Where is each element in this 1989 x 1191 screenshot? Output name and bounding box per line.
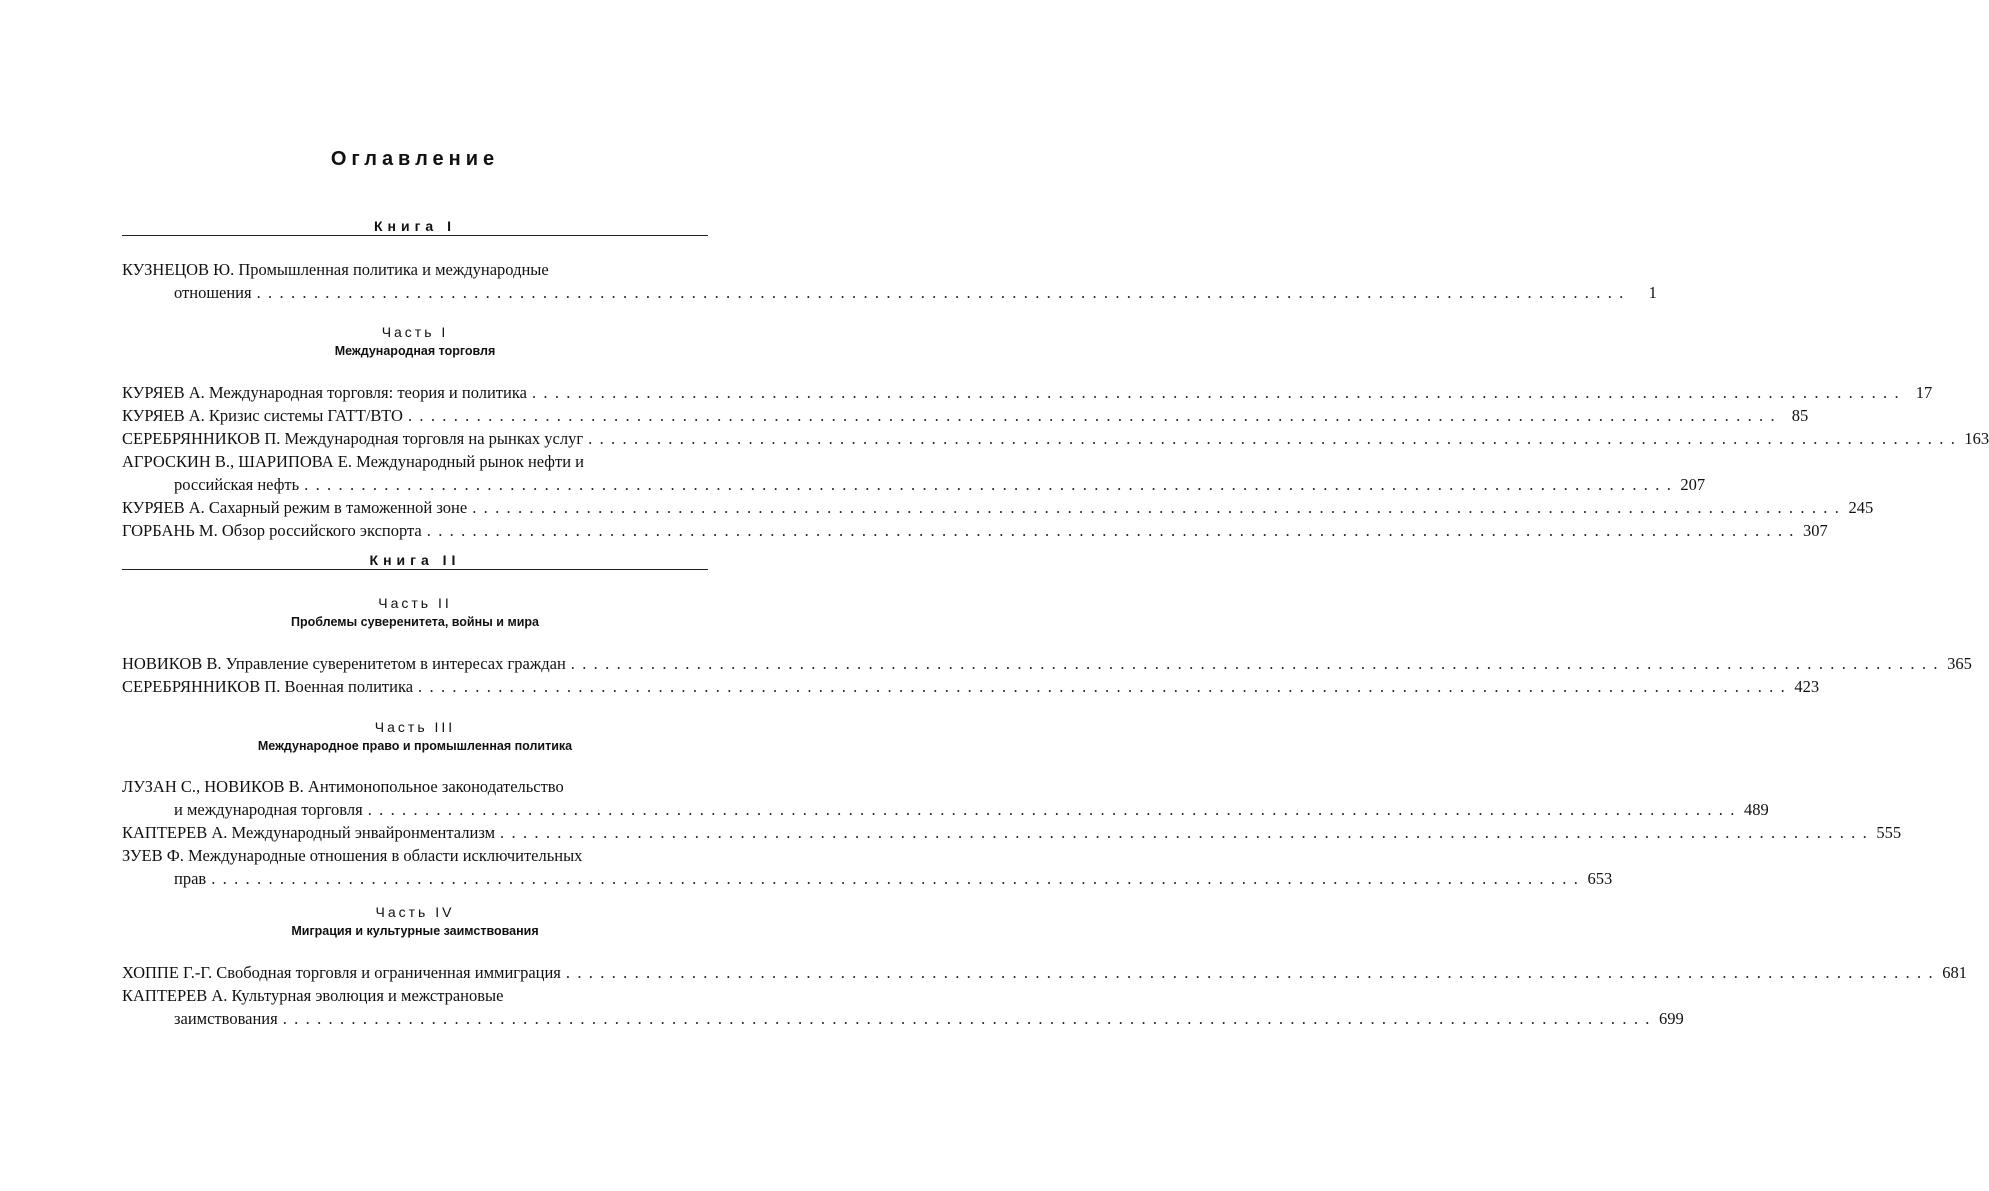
entry-text: КАПТЕРЕВ А. Культурная эволюция и межстрановые: [122, 986, 504, 1005]
book-label: Книга II: [122, 552, 708, 570]
dot-leader: . . . . . . . . . . . . . . . . . . . . . . . . . . . . . . . . . . . . . . . . . . . . . . . . . . . . . . . . . . . . . . . . . . . . . . . . . . . . . . . . . . . . . . . . . . . . . . . . . . . . . . . . . . . . . . . . . . . . . . . .: [565, 963, 1935, 982]
toc-entry[interactable]: [122, 821, 1902, 844]
dot-leader: . . . . . . . . . . . . . . . . . . . . . . . . . . . . . . . . . . . . . . . . . . . . . . . . . . . . . . . . . . . . . . . . . . . . . . . . . . . . . . . . . . . . . . . . . . . . . . . . . . . . . . . . . . . . . . . . . . . . . . . .: [588, 429, 1957, 448]
dot-leader: . . . . . . . . . . . . . . . . . . . . . . . . . . . . . . . . . . . . . . . . . . . . . . . . . . . . . . . . . . . . . . . . . . . . . . . . . . . . . . . . . . . . . . . . . . . . . . . . . . . . . . . . . . . . . . . . . . . . . . . .: [256, 283, 1625, 302]
dot-leader: . . . . . . . . . . . . . . . . . . . . . . . . . . . . . . . . . . . . . . . . . . . . . . . . . . . . . . . . . . . . . . . . . . . . . . . . . . . . . . . . . . . . . . . . . . . . . . . . . . . . . . . . . . . . . . . . . . . . . . . .: [426, 521, 1796, 540]
entry-text-continued: отношения: [174, 283, 252, 302]
part-4-entries: [122, 961, 1967, 1030]
part-2-header: [122, 594, 708, 631]
part-2-entries: [122, 652, 1972, 698]
part-1-header: [122, 323, 708, 360]
toc-entry[interactable]: [122, 258, 1657, 304]
dot-leader: . . . . . . . . . . . . . . . . . . . . . . . . . . . . . . . . . . . . . . . . . . . . . . . . . . . . . . . . . . . . . . . . . . . . . . . . . . . . . . . . . . . . . . . . . . . . . . . . . . . . . . . . . . . . . . . . . . . . . . . .: [367, 800, 1736, 819]
part-1-entries: [122, 381, 1989, 542]
toc-entry[interactable]: [122, 652, 1972, 675]
part-3-entries: [122, 775, 1902, 890]
entry-text-continued: российская нефть: [174, 475, 300, 494]
dot-leader: . . . . . . . . . . . . . . . . . . . . . . . . . . . . . . . . . . . . . . . . . . . . . . . . . . . . . . . . . . . . . . . . . . . . . . . . . . . . . . . . . . . . . . . . . . . . . . . . . . . . . . . . . . . . . . . . . . . . . . . .: [304, 475, 1673, 494]
part-label: Часть II: [378, 595, 452, 611]
part-4-header: [122, 903, 708, 940]
entry-text: НОВИКОВ В. Управление суверенитетом в интересах граждан: [122, 654, 566, 673]
page-number: 365: [1947, 654, 1972, 673]
entry-text-continued: прав: [174, 869, 207, 888]
part-label: Часть III: [374, 719, 456, 735]
toc-entry[interactable]: [122, 844, 1613, 890]
page-number: 653: [1587, 869, 1613, 888]
toc-entry[interactable]: [122, 404, 1809, 427]
book-1-intro-entries: [122, 258, 1657, 304]
entry-text: ГОРБАНЬ М. Обзор российского экспорта: [122, 521, 422, 540]
toc-entry[interactable]: [122, 450, 1706, 496]
toc-entry[interactable]: [122, 961, 1967, 984]
page-number: 17: [1915, 383, 1933, 402]
dot-leader: . . . . . . . . . . . . . . . . . . . . . . . . . . . . . . . . . . . . . . . . . . . . . . . . . . . . . . . . . . . . . . . . . . . . . . . . . . . . . . . . . . . . . . . . . . . . . . . . . . . . . . . . . . . . . . . . . . . . . . . .: [500, 823, 1869, 842]
toc-entry[interactable]: [122, 984, 1684, 1030]
entry-text: АГРОСКИН В., ШАРИПОВА Е. Международный рынок нефти и: [122, 452, 584, 471]
part-3-header: [122, 718, 708, 755]
book-label: Книга I: [122, 218, 708, 236]
dot-leader: . . . . . . . . . . . . . . . . . . . . . . . . . . . . . . . . . . . . . . . . . . . . . . . . . . . . . . . . . . . . . . . . . . . . . . . . . . . . . . . . . . . . . . . . . . . . . . . . . . . . . . . . . . . . . . . . . . . . . . . .: [570, 654, 1940, 673]
entry-text: КУРЯЕВ А. Кризис системы ГАТТ/ВТО: [122, 406, 403, 425]
part-title: Международная торговля: [334, 344, 496, 358]
dot-leader: . . . . . . . . . . . . . . . . . . . . . . . . . . . . . . . . . . . . . . . . . . . . . . . . . . . . . . . . . . . . . . . . . . . . . . . . . . . . . . . . . . . . . . . . . . . . . . . . . . . . . . . . . . . . . . . . . . . . . . . .: [282, 1009, 1652, 1028]
page-number: 163: [1964, 429, 1989, 448]
page-number: 489: [1743, 800, 1769, 819]
toc-entry[interactable]: [122, 519, 1828, 542]
entry-text-continued: заимствования: [174, 1009, 278, 1028]
dot-leader: . . . . . . . . . . . . . . . . . . . . . . . . . . . . . . . . . . . . . . . . . . . . . . . . . . . . . . . . . . . . . . . . . . . . . . . . . . . . . . . . . . . . . . . . . . . . . . . . . . . . . . . . . . . . . . . . . . . . . . . .: [407, 406, 1777, 425]
page-number: 1: [1648, 283, 1657, 302]
entry-text: ХОППЕ Г.-Г. Свободная торговля и ограниченная иммиграция: [122, 963, 561, 982]
part-title: Миграция и культурные заимствования: [291, 924, 539, 938]
toc-entry[interactable]: [122, 775, 1769, 821]
page-number: 207: [1680, 475, 1706, 494]
dot-leader: . . . . . . . . . . . . . . . . . . . . . . . . . . . . . . . . . . . . . . . . . . . . . . . . . . . . . . . . . . . . . . . . . . . . . . . . . . . . . . . . . . . . . . . . . . . . . . . . . . . . . . . . . . . . . . . . . . . . . . . .: [531, 383, 1901, 402]
toc-entry[interactable]: [122, 381, 1933, 404]
page-number: 307: [1803, 521, 1828, 540]
entry-text: КУРЯЕВ А. Сахарный режим в таможенной зоне: [122, 498, 468, 517]
dot-leader: . . . . . . . . . . . . . . . . . . . . . . . . . . . . . . . . . . . . . . . . . . . . . . . . . . . . . . . . . . . . . . . . . . . . . . . . . . . . . . . . . . . . . . . . . . . . . . . . . . . . . . . . . . . . . . . . . . . . . . . .: [472, 498, 1841, 517]
part-title: Проблемы суверенитета, войны и мира: [291, 615, 539, 629]
dot-leader: . . . . . . . . . . . . . . . . . . . . . . . . . . . . . . . . . . . . . . . . . . . . . . . . . . . . . . . . . . . . . . . . . . . . . . . . . . . . . . . . . . . . . . . . . . . . . . . . . . . . . . . . . . . . . . . . . . . . . . . .: [418, 677, 1787, 696]
page-number: 245: [1848, 498, 1874, 517]
page-number: 423: [1794, 677, 1820, 696]
page-number: 555: [1876, 823, 1902, 842]
part-label: Часть I: [381, 324, 449, 340]
entry-text: ЗУЕВ Ф. Международные отношения в области исключительных: [122, 846, 583, 865]
book-2-header: [122, 552, 708, 570]
entry-text: СЕРЕБРЯННИКОВ П. Военная политика: [122, 677, 414, 696]
page-title: Оглавление: [330, 148, 500, 170]
entry-text: СЕРЕБРЯННИКОВ П. Международная торговля на рынках услуг: [122, 429, 584, 448]
toc-entry[interactable]: [122, 496, 1874, 519]
entry-text: КУЗНЕЦОВ Ю. Промышленная политика и международные: [122, 260, 549, 279]
toc-entry[interactable]: [122, 427, 1989, 450]
part-title: Международное право и промышленная политика: [257, 739, 573, 753]
part-label: Часть IV: [375, 904, 455, 920]
page-number: 699: [1659, 1009, 1684, 1028]
entry-text: КАПТЕРЕВ А. Международный энвайронментализм: [122, 823, 496, 842]
book-1-header: [122, 218, 708, 236]
entry-text: КУРЯЕВ А. Международная торговля: теория и политика: [122, 383, 527, 402]
entry-text: ЛУЗАН С., НОВИКОВ В. Антимонопольное законодательство: [122, 777, 564, 796]
toc-entry[interactable]: [122, 675, 1820, 698]
page-number: 85: [1791, 406, 1809, 425]
entry-text-continued: и международная торговля: [174, 800, 363, 819]
page-number: 681: [1942, 963, 1967, 982]
dot-leader: . . . . . . . . . . . . . . . . . . . . . . . . . . . . . . . . . . . . . . . . . . . . . . . . . . . . . . . . . . . . . . . . . . . . . . . . . . . . . . . . . . . . . . . . . . . . . . . . . . . . . . . . . . . . . . . . . . . . . . . .: [211, 869, 1580, 888]
